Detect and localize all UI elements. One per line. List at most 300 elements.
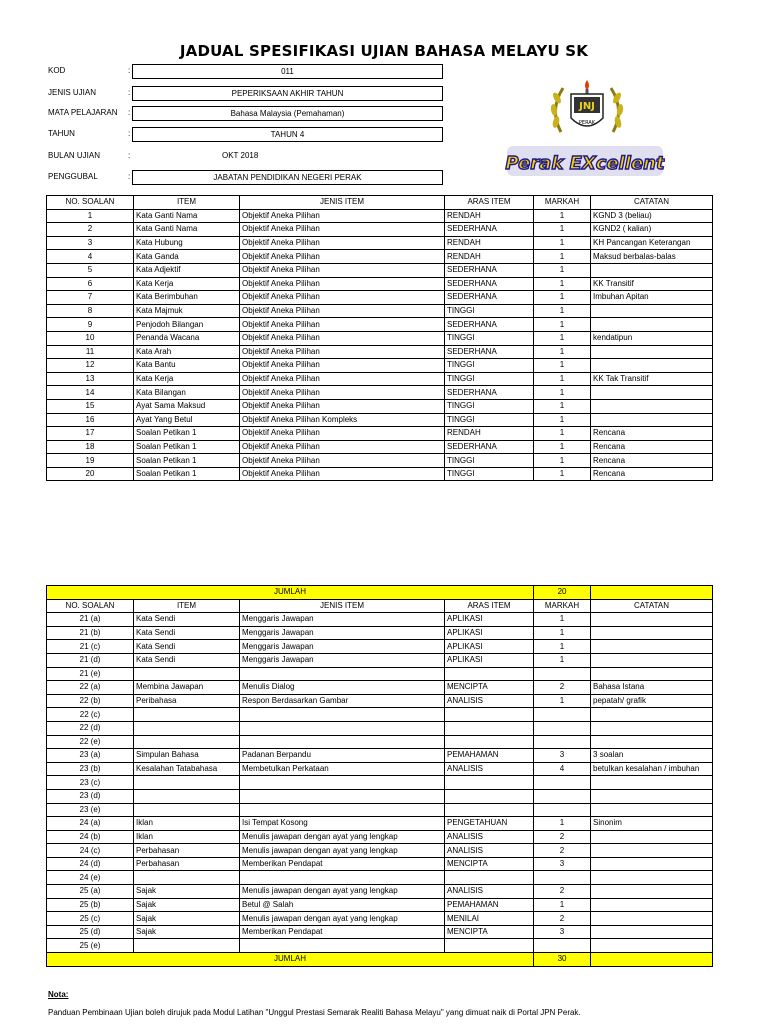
cell-item bbox=[134, 708, 240, 722]
logo bbox=[505, 80, 665, 180]
cell-no-soalan: 21 (d) bbox=[47, 653, 134, 667]
cell-jenis-item: Betul @ Salah bbox=[240, 898, 445, 912]
table-row bbox=[47, 776, 713, 790]
cell-no-soalan: 25 (c) bbox=[47, 912, 134, 926]
cell-item: Ayat Yang Betul bbox=[134, 413, 240, 427]
cell-catatan bbox=[591, 318, 713, 332]
table-row bbox=[47, 291, 713, 305]
cell-jenis-item: Menulis jawapan dengan ayat yang lengkap bbox=[240, 844, 445, 858]
cell-catatan: 3 soalan bbox=[591, 749, 713, 763]
cell-no-soalan: 22 (d) bbox=[47, 721, 134, 735]
info-value: JABATAN PENDIDIKAN NEGERI PERAK bbox=[132, 170, 443, 185]
cell-no-soalan: 16 bbox=[47, 413, 134, 427]
cell-item: Kata Ganti Nama bbox=[134, 223, 240, 237]
table-row bbox=[47, 223, 713, 237]
cell-no-soalan: 25 (e) bbox=[47, 939, 134, 953]
cell-jenis-item bbox=[240, 708, 445, 722]
cell-markah: 1 bbox=[534, 250, 591, 264]
cell-no-soalan: 23 (c) bbox=[47, 776, 134, 790]
cell-aras-item: MENCIPTA bbox=[445, 681, 534, 695]
table-row bbox=[47, 912, 713, 926]
cell-jenis-item: Objektif Aneka Pilihan bbox=[240, 386, 445, 400]
cell-aras-item: ANALISIS bbox=[445, 830, 534, 844]
cell-catatan: KGND2 ( kalian) bbox=[591, 223, 713, 237]
cell-aras-item: MENCIPTA bbox=[445, 925, 534, 939]
jumlah-value: 30 bbox=[534, 953, 591, 967]
cell-jenis-item: Menulis jawapan dengan ayat yang lengkap bbox=[240, 830, 445, 844]
cell-no-soalan: 12 bbox=[47, 359, 134, 373]
table-row bbox=[47, 413, 713, 427]
table-row bbox=[47, 925, 713, 939]
jumlah-row bbox=[47, 586, 713, 600]
cell-catatan bbox=[591, 359, 713, 373]
cell-jenis-item: Objektif Aneka Pilihan bbox=[240, 236, 445, 250]
cell-catatan bbox=[591, 413, 713, 427]
cell-catatan bbox=[591, 263, 713, 277]
cell-item: Kata Bantu bbox=[134, 359, 240, 373]
cell-markah: 1 bbox=[534, 640, 591, 654]
cell-aras-item: MENILAI bbox=[445, 912, 534, 926]
cell-markah: 1 bbox=[534, 399, 591, 413]
cell-catatan bbox=[591, 953, 713, 967]
cell-catatan bbox=[591, 776, 713, 790]
table-row bbox=[47, 209, 713, 223]
cell-item bbox=[134, 789, 240, 803]
info-colon: : bbox=[128, 151, 131, 160]
cell-jenis-item: Padanan Berpandu bbox=[240, 749, 445, 763]
cell-item: Kata Kerja bbox=[134, 372, 240, 386]
cell-no-soalan: 21 (e) bbox=[47, 667, 134, 681]
cell-item: Penanda Wacana bbox=[134, 331, 240, 345]
table-row bbox=[47, 830, 713, 844]
info-label: JENIS UJIAN bbox=[48, 88, 97, 97]
cell-catatan bbox=[591, 789, 713, 803]
cell-item: Kata Majmuk bbox=[134, 304, 240, 318]
cell-markah: 2 bbox=[534, 885, 591, 899]
cell-item: Iklan bbox=[134, 817, 240, 831]
info-value: OKT 2018 bbox=[222, 151, 259, 160]
cell-catatan: KK Transitif bbox=[591, 277, 713, 291]
cell-jenis-item: Menggaris Jawapan bbox=[240, 626, 445, 640]
cell-jenis-item: Menggaris Jawapan bbox=[240, 640, 445, 654]
cell-markah: 1 bbox=[534, 291, 591, 305]
cell-catatan: pepatah/ grafik bbox=[591, 694, 713, 708]
column-header: CATATAN bbox=[591, 196, 713, 210]
cell-markah: 1 bbox=[534, 413, 591, 427]
cell-jenis-item: Objektif Aneka Pilihan bbox=[240, 467, 445, 481]
table-row bbox=[47, 694, 713, 708]
cell-jenis-item: Objektif Aneka Pilihan bbox=[240, 427, 445, 441]
cell-item: Simpulan Bahasa bbox=[134, 749, 240, 763]
cell-item: Sajak bbox=[134, 925, 240, 939]
cell-catatan: Imbuhan Apitan bbox=[591, 291, 713, 305]
cell-catatan: Rencana bbox=[591, 440, 713, 454]
nota-heading: Nota: bbox=[48, 990, 69, 999]
cell-markah: 1 bbox=[534, 440, 591, 454]
cell-no-soalan: 25 (b) bbox=[47, 898, 134, 912]
cell-catatan bbox=[591, 912, 713, 926]
cell-markah: 1 bbox=[534, 359, 591, 373]
cell-jenis-item: Menggaris Jawapan bbox=[240, 653, 445, 667]
column-header: CATATAN bbox=[591, 599, 713, 613]
cell-no-soalan: 2 bbox=[47, 223, 134, 237]
table-header-row bbox=[47, 599, 713, 613]
cell-item bbox=[134, 721, 240, 735]
cell-item: Penjodoh Bilangan bbox=[134, 318, 240, 332]
cell-catatan: Maksud berbalas-balas bbox=[591, 250, 713, 264]
cell-markah bbox=[534, 789, 591, 803]
cell-no-soalan: 24 (a) bbox=[47, 817, 134, 831]
svg-text:JNJ: JNJ bbox=[579, 101, 595, 112]
cell-markah: 1 bbox=[534, 304, 591, 318]
info-colon: : bbox=[128, 108, 131, 117]
cell-aras-item: PEMAHAMAN bbox=[445, 898, 534, 912]
cell-catatan bbox=[591, 708, 713, 722]
cell-jenis-item: Menulis jawapan dengan ayat yang lengkap bbox=[240, 885, 445, 899]
cell-markah bbox=[534, 667, 591, 681]
cell-item: Kata Hubung bbox=[134, 236, 240, 250]
column-header: ARAS ITEM bbox=[445, 196, 534, 210]
cell-markah: 1 bbox=[534, 263, 591, 277]
cell-no-soalan: 24 (d) bbox=[47, 857, 134, 871]
column-header: MARKAH bbox=[534, 599, 591, 613]
cell-catatan bbox=[591, 721, 713, 735]
table-row bbox=[47, 467, 713, 481]
cell-item: Kata Sendi bbox=[134, 653, 240, 667]
table-row bbox=[47, 789, 713, 803]
cell-markah: 1 bbox=[534, 626, 591, 640]
cell-no-soalan: 20 bbox=[47, 467, 134, 481]
table-row bbox=[47, 762, 713, 776]
cell-catatan bbox=[591, 830, 713, 844]
cell-markah bbox=[534, 735, 591, 749]
cell-no-soalan: 9 bbox=[47, 318, 134, 332]
table-row bbox=[47, 640, 713, 654]
cell-no-soalan: 23 (b) bbox=[47, 762, 134, 776]
cell-jenis-item: Respon Berdasarkan Gambar bbox=[240, 694, 445, 708]
cell-no-soalan: 23 (e) bbox=[47, 803, 134, 817]
cell-no-soalan: 11 bbox=[47, 345, 134, 359]
column-header: NO. SOALAN bbox=[47, 599, 134, 613]
table-row bbox=[47, 708, 713, 722]
cell-aras-item: ANALISIS bbox=[445, 844, 534, 858]
cell-markah: 3 bbox=[534, 925, 591, 939]
cell-aras-item bbox=[445, 939, 534, 953]
cell-markah: 2 bbox=[534, 681, 591, 695]
cell-item bbox=[134, 735, 240, 749]
cell-jenis-item: Objektif Aneka Pilihan bbox=[240, 291, 445, 305]
cell-catatan bbox=[591, 667, 713, 681]
spec-table-objective bbox=[46, 195, 713, 481]
table-row bbox=[47, 250, 713, 264]
cell-catatan bbox=[591, 304, 713, 318]
cell-jenis-item: Objektif Aneka Pilihan bbox=[240, 331, 445, 345]
cell-no-soalan: 22 (e) bbox=[47, 735, 134, 749]
cell-jenis-item: Objektif Aneka Pilihan bbox=[240, 318, 445, 332]
cell-markah bbox=[534, 721, 591, 735]
column-header: MARKAH bbox=[534, 196, 591, 210]
cell-no-soalan: 8 bbox=[47, 304, 134, 318]
cell-item: Kesalahan Tatabahasa bbox=[134, 762, 240, 776]
cell-aras-item bbox=[445, 776, 534, 790]
cell-catatan bbox=[591, 844, 713, 858]
cell-jenis-item: Objektif Aneka Pilihan bbox=[240, 304, 445, 318]
cell-aras-item bbox=[445, 735, 534, 749]
cell-jenis-item: Memberikan Pendapat bbox=[240, 857, 445, 871]
info-label: PENGGUBAL bbox=[48, 172, 98, 181]
cell-jenis-item: Objektif Aneka Pilihan bbox=[240, 372, 445, 386]
cell-markah: 1 bbox=[534, 345, 591, 359]
info-colon: : bbox=[128, 66, 131, 75]
cell-catatan: Rencana bbox=[591, 454, 713, 468]
table-row bbox=[47, 277, 713, 291]
cell-aras-item: APLIKASI bbox=[445, 653, 534, 667]
cell-markah: 3 bbox=[534, 857, 591, 871]
table-row bbox=[47, 803, 713, 817]
cell-markah: 1 bbox=[534, 277, 591, 291]
cell-aras-item: TINGGI bbox=[445, 372, 534, 386]
cell-item bbox=[134, 667, 240, 681]
cell-jenis-item: Objektif Aneka Pilihan bbox=[240, 263, 445, 277]
cell-no-soalan: 6 bbox=[47, 277, 134, 291]
table-row bbox=[47, 372, 713, 386]
cell-markah bbox=[534, 939, 591, 953]
cell-item: Perbahasan bbox=[134, 844, 240, 858]
cell-aras-item bbox=[445, 667, 534, 681]
cell-item: Kata Sendi bbox=[134, 613, 240, 627]
cell-no-soalan: 23 (d) bbox=[47, 789, 134, 803]
cell-markah bbox=[534, 708, 591, 722]
page-title: JADUAL SPESIFIKASI UJIAN BAHASA MELAYU SK bbox=[179, 42, 589, 60]
cell-catatan bbox=[591, 345, 713, 359]
cell-aras-item: TINGGI bbox=[445, 331, 534, 345]
table-row bbox=[47, 653, 713, 667]
cell-jenis-item bbox=[240, 776, 445, 790]
info-value: Bahasa Malaysia (Pemahaman) bbox=[132, 106, 443, 121]
cell-catatan: Rencana bbox=[591, 467, 713, 481]
cell-jenis-item: Objektif Aneka Pilihan bbox=[240, 250, 445, 264]
cell-jenis-item: Objektif Aneka Pilihan bbox=[240, 399, 445, 413]
cell-jenis-item: Memberikan Pendapat bbox=[240, 925, 445, 939]
cell-markah: 1 bbox=[534, 694, 591, 708]
info-label: MATA PELAJARAN bbox=[48, 108, 118, 117]
cell-catatan: betulkan kesalahan / imbuhan bbox=[591, 762, 713, 776]
cell-jenis-item: Objektif Aneka Pilihan bbox=[240, 359, 445, 373]
cell-aras-item bbox=[445, 871, 534, 885]
cell-no-soalan: 21 (b) bbox=[47, 626, 134, 640]
cell-markah bbox=[534, 803, 591, 817]
svg-text:PERAK: PERAK bbox=[578, 120, 596, 126]
jumlah-value: 20 bbox=[534, 586, 591, 600]
cell-no-soalan: 3 bbox=[47, 236, 134, 250]
cell-no-soalan: 22 (c) bbox=[47, 708, 134, 722]
cell-catatan bbox=[591, 857, 713, 871]
cell-jenis-item: Membetulkan Perkataan bbox=[240, 762, 445, 776]
cell-jenis-item: Objektif Aneka Pilihan bbox=[240, 454, 445, 468]
cell-aras-item: SEDERHANA bbox=[445, 318, 534, 332]
table-row bbox=[47, 331, 713, 345]
cell-markah: 4 bbox=[534, 762, 591, 776]
cell-no-soalan: 15 bbox=[47, 399, 134, 413]
info-label: BULAN UJIAN bbox=[48, 151, 101, 160]
cell-item: Kata Sendi bbox=[134, 626, 240, 640]
cell-item: Perbahasan bbox=[134, 857, 240, 871]
table-header-row bbox=[47, 196, 713, 210]
cell-no-soalan: 23 (a) bbox=[47, 749, 134, 763]
cell-jenis-item: Isi Tempat Kosong bbox=[240, 817, 445, 831]
table-row bbox=[47, 613, 713, 627]
table-row bbox=[47, 844, 713, 858]
cell-no-soalan: 17 bbox=[47, 427, 134, 441]
cell-markah: 1 bbox=[534, 236, 591, 250]
cell-item bbox=[134, 939, 240, 953]
table-row bbox=[47, 236, 713, 250]
cell-no-soalan: 24 (e) bbox=[47, 871, 134, 885]
cell-item: Kata Berimbuhan bbox=[134, 291, 240, 305]
cell-markah bbox=[534, 776, 591, 790]
cell-jenis-item bbox=[240, 735, 445, 749]
cell-markah: 1 bbox=[534, 898, 591, 912]
cell-catatan bbox=[591, 640, 713, 654]
cell-no-soalan: 24 (b) bbox=[47, 830, 134, 844]
cell-aras-item: TINGGI bbox=[445, 304, 534, 318]
cell-catatan bbox=[591, 939, 713, 953]
info-label: KOD bbox=[48, 66, 66, 75]
svg-text:Perak EXcellent: Perak EXcellent bbox=[505, 153, 665, 174]
table-row bbox=[47, 359, 713, 373]
cell-catatan bbox=[591, 399, 713, 413]
table-row bbox=[47, 939, 713, 953]
cell-catatan: Sinonim bbox=[591, 817, 713, 831]
cell-item: Kata Bilangan bbox=[134, 386, 240, 400]
cell-jenis-item bbox=[240, 871, 445, 885]
cell-aras-item: SEDERHANA bbox=[445, 291, 534, 305]
cell-no-soalan: 5 bbox=[47, 263, 134, 277]
table-row bbox=[47, 318, 713, 332]
column-header: JENIS ITEM bbox=[240, 196, 445, 210]
cell-item: Sajak bbox=[134, 912, 240, 926]
column-header: NO. SOALAN bbox=[47, 196, 134, 210]
cell-item: Iklan bbox=[134, 830, 240, 844]
cell-aras-item: PEMAHAMAN bbox=[445, 749, 534, 763]
cell-jenis-item: Menulis jawapan dengan ayat yang lengkap bbox=[240, 912, 445, 926]
cell-no-soalan: 10 bbox=[47, 331, 134, 345]
cell-item: Membina Jawapan bbox=[134, 681, 240, 695]
cell-aras-item: TINGGI bbox=[445, 359, 534, 373]
cell-no-soalan: 24 (c) bbox=[47, 844, 134, 858]
column-header: ARAS ITEM bbox=[445, 599, 534, 613]
cell-aras-item: ANALISIS bbox=[445, 694, 534, 708]
info-colon: : bbox=[128, 88, 131, 97]
cell-aras-item bbox=[445, 708, 534, 722]
info-colon: : bbox=[128, 129, 131, 138]
cell-catatan: Bahasa Istana bbox=[591, 681, 713, 695]
cell-markah: 1 bbox=[534, 427, 591, 441]
cell-catatan bbox=[591, 885, 713, 899]
table-row bbox=[47, 626, 713, 640]
table-row bbox=[47, 263, 713, 277]
cell-markah: 1 bbox=[534, 223, 591, 237]
cell-markah: 1 bbox=[534, 467, 591, 481]
cell-aras-item: SEDERHANA bbox=[445, 345, 534, 359]
cell-aras-item: SEDERHANA bbox=[445, 440, 534, 454]
cell-markah: 1 bbox=[534, 386, 591, 400]
cell-aras-item: RENDAH bbox=[445, 209, 534, 223]
cell-item bbox=[134, 776, 240, 790]
cell-aras-item: ANALISIS bbox=[445, 762, 534, 776]
cell-aras-item: TINGGI bbox=[445, 413, 534, 427]
cell-jenis-item: Objektif Aneka Pilihan bbox=[240, 209, 445, 223]
cell-aras-item: RENDAH bbox=[445, 250, 534, 264]
cell-item: Peribahasa bbox=[134, 694, 240, 708]
jumlah-label: JUMLAH bbox=[47, 586, 534, 600]
info-value: PEPERIKSAAN AKHIR TAHUN bbox=[132, 86, 443, 101]
cell-markah: 1 bbox=[534, 817, 591, 831]
table-row bbox=[47, 427, 713, 441]
table-row bbox=[47, 857, 713, 871]
cell-catatan bbox=[591, 586, 713, 600]
cell-jenis-item bbox=[240, 789, 445, 803]
table-row bbox=[47, 871, 713, 885]
cell-aras-item: SEDERHANA bbox=[445, 277, 534, 291]
cell-item: Soalan Petikan 1 bbox=[134, 467, 240, 481]
cell-no-soalan: 4 bbox=[47, 250, 134, 264]
cell-catatan bbox=[591, 735, 713, 749]
cell-markah: 1 bbox=[534, 372, 591, 386]
cell-markah: 1 bbox=[534, 318, 591, 332]
cell-item: Soalan Petikan 1 bbox=[134, 454, 240, 468]
cell-aras-item: SEDERHANA bbox=[445, 223, 534, 237]
table-row bbox=[47, 399, 713, 413]
cell-item bbox=[134, 871, 240, 885]
cell-item bbox=[134, 803, 240, 817]
table-row bbox=[47, 386, 713, 400]
cell-jenis-item bbox=[240, 803, 445, 817]
table-row bbox=[47, 898, 713, 912]
cell-aras-item: SEDERHANA bbox=[445, 263, 534, 277]
spec-table-subjective bbox=[46, 585, 713, 967]
cell-markah: 2 bbox=[534, 844, 591, 858]
cell-item: Kata Kerja bbox=[134, 277, 240, 291]
cell-item: Kata Arah bbox=[134, 345, 240, 359]
cell-aras-item bbox=[445, 789, 534, 803]
cell-no-soalan: 22 (a) bbox=[47, 681, 134, 695]
column-header: ITEM bbox=[134, 599, 240, 613]
cell-aras-item: RENDAH bbox=[445, 427, 534, 441]
cell-item: Kata Sendi bbox=[134, 640, 240, 654]
cell-no-soalan: 13 bbox=[47, 372, 134, 386]
cell-no-soalan: 14 bbox=[47, 386, 134, 400]
info-colon: : bbox=[128, 172, 131, 181]
cell-jenis-item: Objektif Aneka Pilihan Kompleks bbox=[240, 413, 445, 427]
perak-excellent-banner bbox=[505, 142, 665, 182]
table-row bbox=[47, 304, 713, 318]
cell-aras-item: RENDAH bbox=[445, 236, 534, 250]
cell-jenis-item: Objektif Aneka Pilihan bbox=[240, 277, 445, 291]
info-label: TAHUN bbox=[48, 129, 75, 138]
cell-markah: 1 bbox=[534, 331, 591, 345]
cell-no-soalan: 18 bbox=[47, 440, 134, 454]
table-row bbox=[47, 721, 713, 735]
cell-item: Kata Adjektif bbox=[134, 263, 240, 277]
cell-jenis-item bbox=[240, 667, 445, 681]
cell-no-soalan: 1 bbox=[47, 209, 134, 223]
cell-markah: 3 bbox=[534, 749, 591, 763]
cell-aras-item: APLIKASI bbox=[445, 626, 534, 640]
table-row bbox=[47, 885, 713, 899]
cell-jenis-item: Objektif Aneka Pilihan bbox=[240, 223, 445, 237]
cell-catatan: KK Tak Transitif bbox=[591, 372, 713, 386]
